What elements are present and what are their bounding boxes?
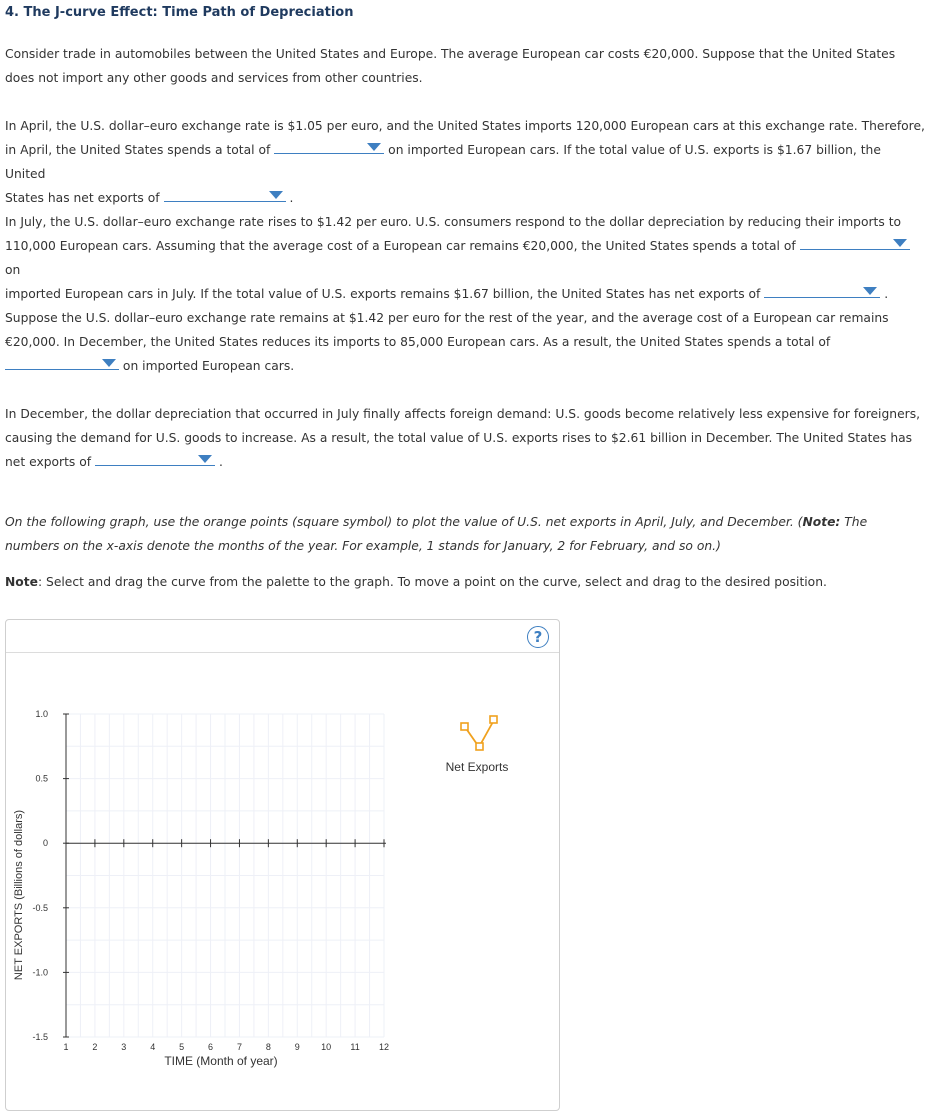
december-spending-dropdown[interactable] bbox=[5, 355, 119, 370]
april-spending-dropdown[interactable] bbox=[274, 139, 384, 154]
palette-label: Net Exports bbox=[445, 760, 509, 774]
december-exports-paragraph bbox=[5, 402, 925, 474]
december-exports-line-3: net exports of . bbox=[5, 450, 925, 474]
december-exports-line-1: In December, the dollar depreciation that occurred in July finally affects foreign demand: U.S. goods become relatively less expensive for foreigners, bbox=[5, 407, 921, 421]
x-axis-label: TIME (Month of year) bbox=[164, 1054, 278, 1068]
chevron-down-icon bbox=[102, 359, 116, 367]
y-tick-label: -1.5 bbox=[32, 1032, 48, 1042]
y-axis-label: NET EXPORTS (Billions of dollars) bbox=[13, 809, 25, 981]
x-tick-label: 8 bbox=[265, 1042, 271, 1052]
july-paragraph bbox=[5, 210, 925, 306]
y-tick-label: -1.0 bbox=[32, 967, 48, 978]
x-tick-label: 9 bbox=[294, 1042, 300, 1052]
x-tick-label: 1 bbox=[63, 1042, 69, 1052]
december-line-3: on imported European cars. bbox=[5, 354, 925, 378]
chevron-down-icon bbox=[367, 143, 381, 151]
net-exports-chart[interactable] bbox=[6, 652, 559, 1110]
x-tick-label: 3 bbox=[121, 1042, 127, 1052]
y-tick-label: 0.5 bbox=[35, 773, 48, 784]
april-net-exports-dropdown[interactable] bbox=[164, 187, 286, 202]
x-tick-label: 10 bbox=[321, 1042, 332, 1052]
y-tick-label: 1.0 bbox=[35, 709, 48, 719]
april-paragraph bbox=[5, 114, 925, 210]
x-tick-label: 7 bbox=[236, 1042, 242, 1052]
july-spending-dropdown[interactable] bbox=[800, 235, 910, 250]
x-tick-label: 6 bbox=[208, 1042, 214, 1052]
square-point-icon bbox=[461, 723, 468, 730]
x-tick-label: 4 bbox=[150, 1042, 156, 1052]
july-line-2: 110,000 European cars. Assuming that the average cost of a European car remains €20,000, the United States spends a total of on bbox=[5, 234, 925, 282]
x-tick-label: 2 bbox=[92, 1042, 98, 1052]
july-net-exports-dropdown[interactable] bbox=[764, 283, 880, 298]
december-net-exports-dropdown[interactable] bbox=[95, 451, 215, 466]
april-line-3: States has net exports of . bbox=[5, 186, 925, 210]
chevron-down-icon bbox=[893, 239, 907, 247]
graph-toolbar bbox=[6, 620, 559, 653]
chevron-down-icon bbox=[863, 287, 877, 295]
help-button[interactable]: ? bbox=[527, 626, 549, 648]
december-line-2: €20,000. In December, the United States reduces its imports to 85,000 European cars. As a result, the United States spends a total of bbox=[5, 335, 831, 349]
chart-grid bbox=[66, 714, 384, 1037]
net-exports-palette-tool[interactable] bbox=[446, 716, 509, 774]
page-title: 4. The J-curve Effect: Time Path of Depreciation bbox=[5, 5, 354, 20]
intro-paragraph: Consider trade in automobiles between the United States and Europe. The average European car costs €20,000. Suppose that the United States does not import any other goods and services from other countries. bbox=[5, 47, 896, 85]
y-tick-label: 0 bbox=[42, 838, 48, 849]
december-imports-paragraph bbox=[5, 306, 925, 378]
x-tick-label: 5 bbox=[179, 1042, 185, 1052]
graph-instructions: On the following graph, use the orange points (square symbol) to plot the value of U.S. net exports in April, July, and December. (Note: The numbers on the x-axis denote the months of the year. For example, 1 stands for January, 2 for February, and so on.) bbox=[5, 515, 868, 553]
april-line-1: In April, the U.S. dollar–euro exchange rate is $1.05 per euro, and the United States imports 120,000 European cars at this exchange rate. Therefore, bbox=[5, 119, 925, 133]
graph-panel bbox=[5, 619, 560, 1111]
x-tick-label: 11 bbox=[350, 1042, 360, 1052]
december-line-1: Suppose the U.S. dollar–euro exchange rate remains at $1.42 per euro for the rest of the year, and the average cost of a European car remains bbox=[5, 311, 889, 325]
square-point-icon bbox=[476, 743, 483, 750]
y-tick-label: -0.5 bbox=[32, 902, 48, 913]
drag-note: Note: Select and drag the curve from the palette to the graph. To move a point on the curve, select and drag to the desired position. bbox=[5, 575, 827, 589]
chevron-down-icon bbox=[198, 455, 212, 463]
chevron-down-icon bbox=[269, 191, 283, 199]
july-line-1: In July, the U.S. dollar–euro exchange rate rises to $1.42 per euro. U.S. consumers respond to the dollar depreciation by reducing their imports to bbox=[5, 215, 902, 229]
july-line-3: imported European cars in July. If the total value of U.S. exports remains $1.67 billion, the United States has net exports of . bbox=[5, 282, 925, 306]
april-line-2: in April, the United States spends a total of on imported European cars. If the total value of U.S. exports is $1.67 billion, the United bbox=[5, 138, 925, 186]
december-exports-line-2: causing the demand for U.S. goods to increase. As a result, the total value of U.S. exports rises to $2.61 billion in December. The United States has bbox=[5, 431, 913, 445]
square-point-icon bbox=[490, 716, 497, 723]
x-tick-label: 12 bbox=[378, 1042, 390, 1052]
